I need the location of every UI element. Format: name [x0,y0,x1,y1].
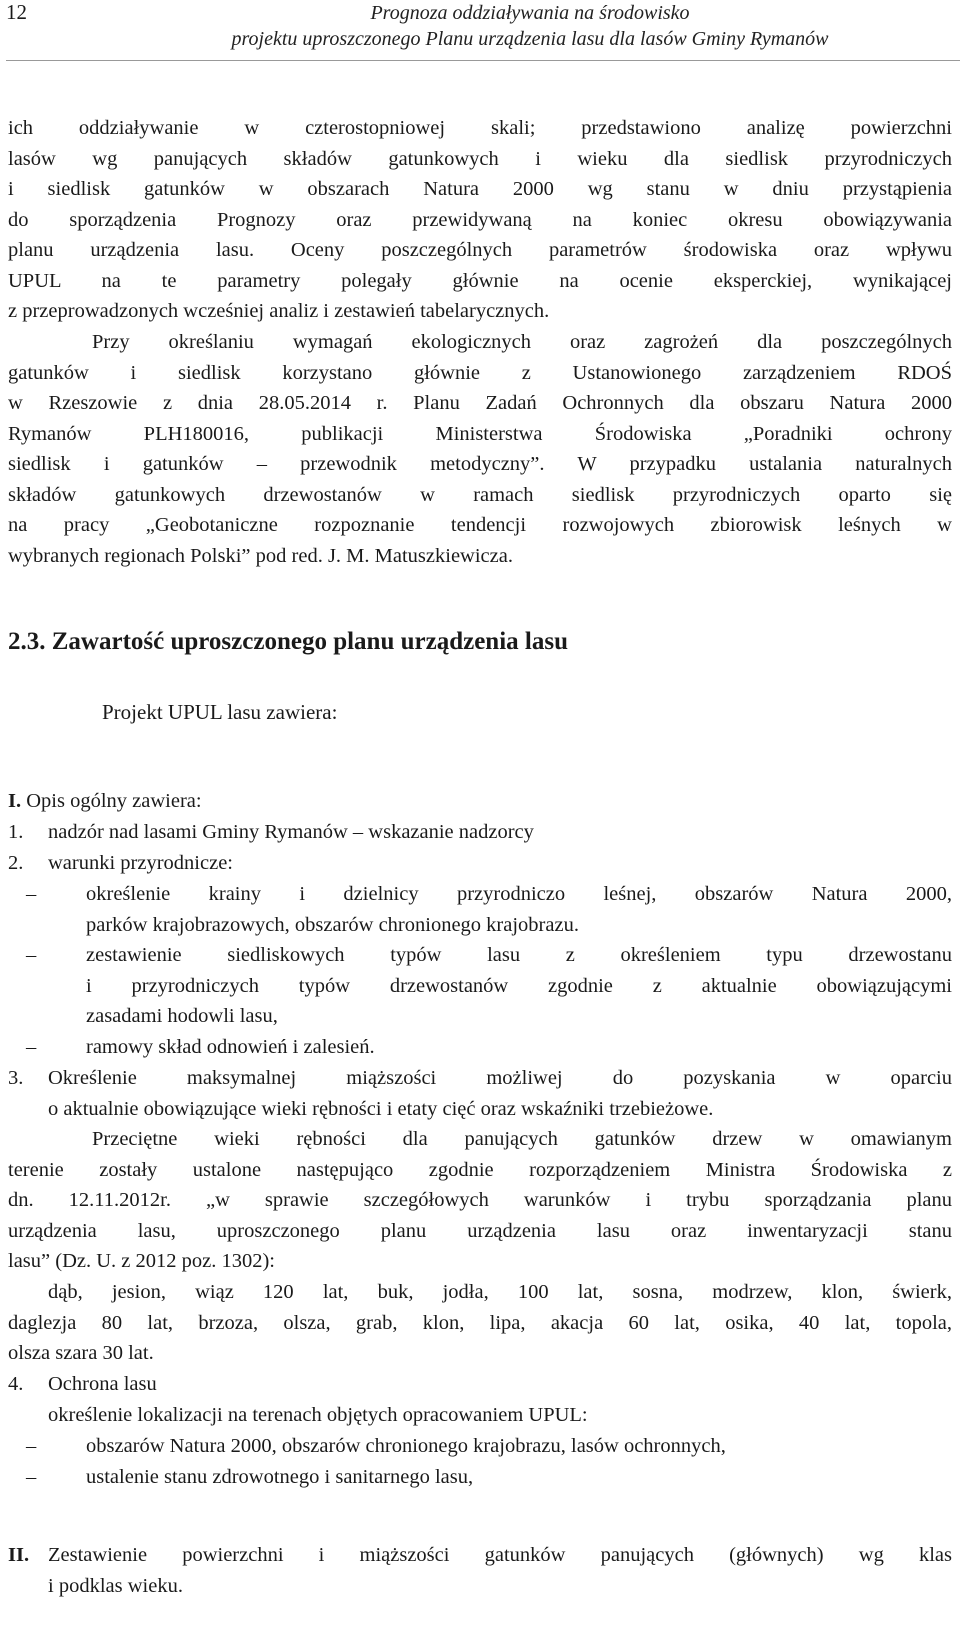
dash-bullet: – [26,1036,37,1058]
text-line: lasu” (Dz. U. z 2012 poz. 1302): [8,1250,276,1272]
dash-text [86,879,952,940]
dash-bullet: – [26,883,37,905]
text-line: gatunków i siedlisk korzystano głównie z Ustanowionego zarządzeniem RDOŚ [8,361,952,384]
text-line: w Rzeszowie z dnia 28.05.2014 r. Planu Zadań Ochronnych dla obszaru Natura 2000 [8,392,952,414]
text-line: o aktualnie obowiązujące wieki rębności i etaty cięć oraz wskaźniki trzebieżowe. [48,1097,714,1120]
paragraph-sources [8,327,952,571]
dash-text: ustalenie stanu zdrowotnego i sanitarnego lasu, [86,1466,474,1488]
text-line: określenie krainy i dzielnicy przyrodniczo leśnej, obszarów Natura 2000, [86,883,952,905]
dash-text: obszarów Natura 2000, obszarów chronionego krajobrazu, lasów ochronnych, [86,1435,726,1457]
text-line: zestawienie siedliskowych typów lasu z określeniem typu drzewostanu [86,944,952,966]
text-line: z przeprowadzonych wcześniej analiz i zestawień tabelarycznych. [8,300,550,322]
text-line: na pracy „Geobotaniczne rozpoznanie tendencji rozwojowych zbiorowisk leśnych w [8,514,952,536]
part-one-heading [8,786,952,817]
list-number: 1. [8,821,24,843]
list-number: 4. [8,1373,24,1395]
dash-item [8,1431,952,1462]
text-line: ramowy skład odnowień i zalesień. [86,1036,375,1058]
dash-item [8,1462,952,1493]
header-rule [6,60,960,61]
text-line: olsza szara 30 lat. [8,1342,154,1364]
text-line: i siedlisk gatunków w obszarach Natura 2000 wg stanu w dniu przystąpienia [8,178,952,200]
paragraph-felling-ages [8,1124,952,1277]
paragraph-methodology [8,113,952,327]
header-subtitle: projektu uproszczonego Planu urządzenia lasu dla lasów Gminy Rymanów [231,28,829,50]
text-line: Rymanów PLH180016, publikacji Ministerstwa Środowiska „Poradniki ochrony [8,422,952,445]
text-line: UPUL na te parametry polegały głównie na ocenie eksperckiej, wynikającej [8,269,952,292]
section-heading: 2.3. Zawartość uproszczonego planu urządzenia lasu [8,628,568,655]
text-line: i przyrodniczych typów drzewostanów zgodnie z aktualnie obowiązującymi [86,974,952,997]
list-number: 3. [8,1067,24,1089]
text-line: daglezja 80 lat, brzoza, olsza, grab, klon, lipa, akacja 60 lat, osika, 40 lat, topola, [8,1311,952,1334]
text-line: do sporządzenia Prognozy oraz przewidywaną na koniec okresu obowiązywania [8,208,952,231]
part-two-text [48,1540,952,1601]
text-line: planu urządzenia lasu. Oceny poszczególnych parametrów środowiska oraz wpływu [8,239,952,261]
list-subtext-text: określenie lokalizacji na terenach objętych opracowaniem UPUL: [48,1404,588,1426]
text-line: siedlisk i gatunków – przewodnik metodyczny”. W przypadku ustalania naturalnych [8,453,952,475]
text-line: urządzenia lasu, uproszczonego planu urządzenia lasu oraz inwentaryzacji stanu [8,1219,952,1242]
text-line: dn. 12.11.2012r. „w sprawie szczegółowych warunków i trybu sporządzania planu [8,1189,952,1211]
running-header [100,0,960,52]
list-text: Ochrona lasu [48,1373,157,1395]
list-item-3 [8,1063,952,1124]
header-title: Prognoza oddziaływania na środowisko [370,2,690,24]
part-label: I. [8,790,22,812]
dash-text [86,1032,952,1063]
text-line: Zestawienie powierzchni i miąższości gatunków panujących (głównych) wg klas [48,1544,952,1566]
text-line: ich oddziaływanie w czterostopniowej skali; przedstawiono analizę powierzchni [8,117,952,139]
paragraph-species-ages [8,1277,952,1369]
text-line: składów gatunkowych drzewostanów w ramach siedlisk przyrodniczych oparto się [8,483,952,506]
text-line: i podklas wieku. [48,1574,183,1597]
list-text: warunki przyrodnicze: [48,852,233,874]
dash-text [86,940,952,1032]
dash-bullet: – [26,1435,37,1457]
text-line: Przy określaniu wymagań ekologicznych oraz zagrożeń dla poszczególnych [92,331,952,353]
dash-bullet: – [26,944,37,966]
text-line: parków krajobrazowych, obszarów chronionego krajobrazu. [86,913,579,936]
text-line: dąb, jesion, wiąz 120 lat, buk, jodła, 100 lat, sosna, modrzew, klon, świerk, [48,1281,952,1303]
dash-item [8,940,952,1032]
text-line: zasadami hodowli lasu, [86,1005,278,1027]
dash-item [8,879,952,940]
text-line: Przeciętne wieki rębności dla panujących gatunków drzew w omawianym [92,1128,952,1150]
text-line: wybranych regionach Polski” pod red. J. M. Matuszkiewicza. [8,544,513,567]
part-label: II. [8,1544,30,1566]
part-title: Opis ogólny zawiera: [26,790,202,812]
list-text [48,1063,952,1124]
section-intro: Projekt UPUL lasu zawiera: [102,700,338,724]
text-line: terenie zostały ustalone następująco zgodnie rozporządzeniem Ministra Środowiska z [8,1158,952,1181]
dash-item [8,1032,952,1063]
text-line: lasów wg panujących składów gatunkowych i wieku dla siedlisk przyrodniczych [8,147,952,170]
list-text: nadzór nad lasami Gminy Rymanów – wskazanie nadzorcy [48,821,534,843]
text-line: Określenie maksymalnej miąższości możliwej do pozyskania w oparciu [48,1067,952,1089]
dash-bullet: – [26,1466,37,1488]
part-two [8,1540,952,1601]
page-number: 12 [6,0,27,24]
list-number: 2. [8,852,24,874]
